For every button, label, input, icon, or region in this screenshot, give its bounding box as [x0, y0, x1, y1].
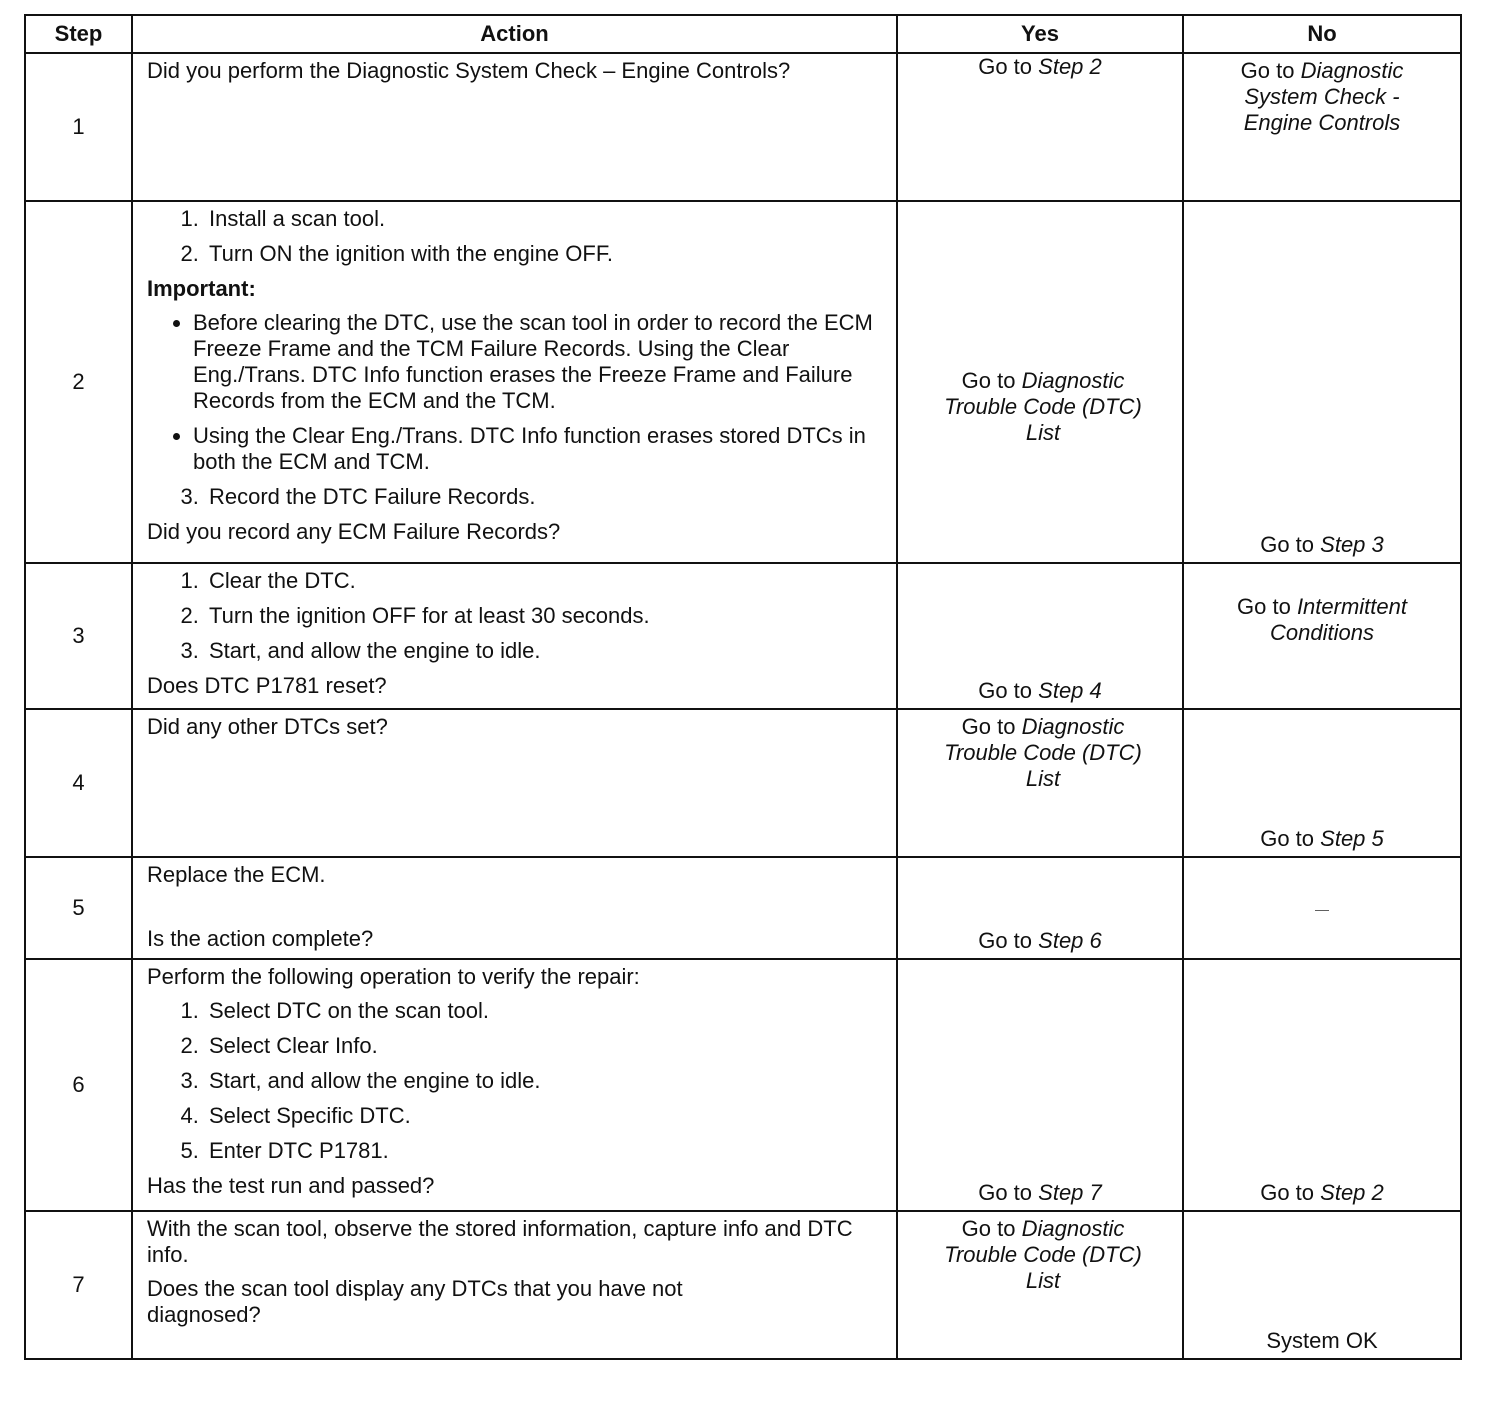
action-question: Does the scan tool display any DTCs that you have not diagnosed? [147, 1276, 683, 1327]
yes-result: Go to Diagnostic Trouble Code (DTC) List [944, 368, 1142, 445]
list-item: 1. Clear the DTC. [205, 568, 882, 594]
action-cell [132, 857, 897, 959]
step-number: 4 [25, 709, 132, 857]
no-result-dash: — [1315, 901, 1329, 917]
step-number: 6 [25, 959, 132, 1211]
no-cell [1183, 563, 1461, 709]
yes-result: Go to Step 4 [978, 678, 1102, 703]
action-step-list [147, 206, 882, 267]
action-cell [132, 1211, 897, 1359]
no-cell [1183, 709, 1461, 857]
step-number: 7 [25, 1211, 132, 1359]
table-row [25, 959, 1461, 1211]
bullet-item: • Using the Clear Eng./Trans. DTC Info function erases stored DTCs in both the ECM and TCM. [193, 423, 882, 475]
header-no: No [1183, 15, 1461, 53]
yes-cell [897, 709, 1183, 857]
yes-cell [897, 53, 1183, 201]
step-number: 3 [25, 563, 132, 709]
yes-cell [897, 959, 1183, 1211]
header-row [25, 15, 1461, 53]
action-question: Did any other DTCs set? [147, 714, 388, 739]
action-cell [132, 53, 897, 201]
no-cell [1183, 959, 1461, 1211]
action-step-list [147, 568, 882, 664]
list-item: 1. Select DTC on the scan tool. [205, 998, 882, 1024]
action-instruction: With the scan tool, observe the stored information, capture info and DTC info. [147, 1216, 853, 1267]
action-step-list [147, 484, 882, 510]
diagnostic-table [24, 14, 1462, 1360]
step-number: 5 [25, 857, 132, 959]
action-cell [132, 709, 897, 857]
important-bullet-list [147, 310, 882, 475]
list-item: 1. Install a scan tool. [205, 206, 882, 232]
action-question: Is the action complete? [147, 926, 374, 951]
bullet-item: • Before clearing the DTC, use the scan tool in order to record the ECM Freeze Frame and the TCM Failure Records. Using the Clear Eng./Trans. DTC Info function erases the Freeze Frame and Failure Records from the ECM and the TCM. [193, 310, 882, 414]
yes-result: Go to Diagnostic Trouble Code (DTC) List [944, 714, 1142, 791]
no-cell [1183, 53, 1461, 201]
list-item: 5. Enter DTC P1781. [205, 1138, 882, 1164]
yes-result: Go to Step 7 [978, 1180, 1102, 1205]
table-row [25, 53, 1461, 201]
yes-result: Go to Step 2 [978, 54, 1102, 79]
table-row [25, 1211, 1461, 1359]
table-row [25, 709, 1461, 857]
no-result: Go to Step 5 [1260, 826, 1384, 851]
no-result: Go to Step 3 [1260, 532, 1384, 557]
action-cell [132, 201, 897, 563]
important-label: Important: [147, 276, 256, 301]
yes-result: Go to Diagnostic Trouble Code (DTC) List [944, 1216, 1142, 1293]
no-cell [1183, 1211, 1461, 1359]
no-result: System OK [1266, 1328, 1378, 1353]
yes-result: Go to Step 6 [978, 928, 1102, 953]
list-item: 2. Turn the ignition OFF for at least 30 seconds. [205, 603, 882, 629]
list-item: 2. Turn ON the ignition with the engine OFF. [205, 241, 882, 267]
yes-cell [897, 857, 1183, 959]
action-question: Does DTC P1781 reset? [147, 673, 387, 698]
action-question: Has the test run and passed? [147, 1173, 435, 1198]
action-cell [132, 959, 897, 1211]
action-question: Did you record any ECM Failure Records? [147, 519, 561, 544]
list-item: 3. Record the DTC Failure Records. [205, 484, 882, 510]
list-item: 3. Start, and allow the engine to idle. [205, 1068, 882, 1094]
action-question: Did you perform the Diagnostic System Check – Engine Controls? [147, 58, 791, 83]
yes-cell [897, 1211, 1183, 1359]
action-instruction: Replace the ECM. [147, 862, 326, 887]
no-result: Go to Step 2 [1260, 1180, 1384, 1205]
header-action: Action [132, 15, 897, 53]
no-result: Go to Diagnostic System Check - Engine Controls [1240, 58, 1404, 135]
action-cell [132, 563, 897, 709]
table-row [25, 857, 1461, 959]
list-item: 3. Start, and allow the engine to idle. [205, 638, 882, 664]
header-yes: Yes [897, 15, 1183, 53]
header-step: Step [25, 15, 132, 53]
table-row [25, 201, 1461, 563]
yes-cell [897, 563, 1183, 709]
action-instruction: Perform the following operation to verify the repair: [147, 964, 640, 989]
no-result: Go to Intermittent Conditions [1237, 594, 1407, 645]
no-cell [1183, 857, 1461, 959]
action-step-list [147, 998, 882, 1164]
step-number: 2 [25, 201, 132, 563]
no-cell [1183, 201, 1461, 563]
step-number: 1 [25, 53, 132, 201]
list-item: 2. Select Clear Info. [205, 1033, 882, 1059]
yes-cell [897, 201, 1183, 563]
list-item: 4. Select Specific DTC. [205, 1103, 882, 1129]
table-row [25, 563, 1461, 709]
